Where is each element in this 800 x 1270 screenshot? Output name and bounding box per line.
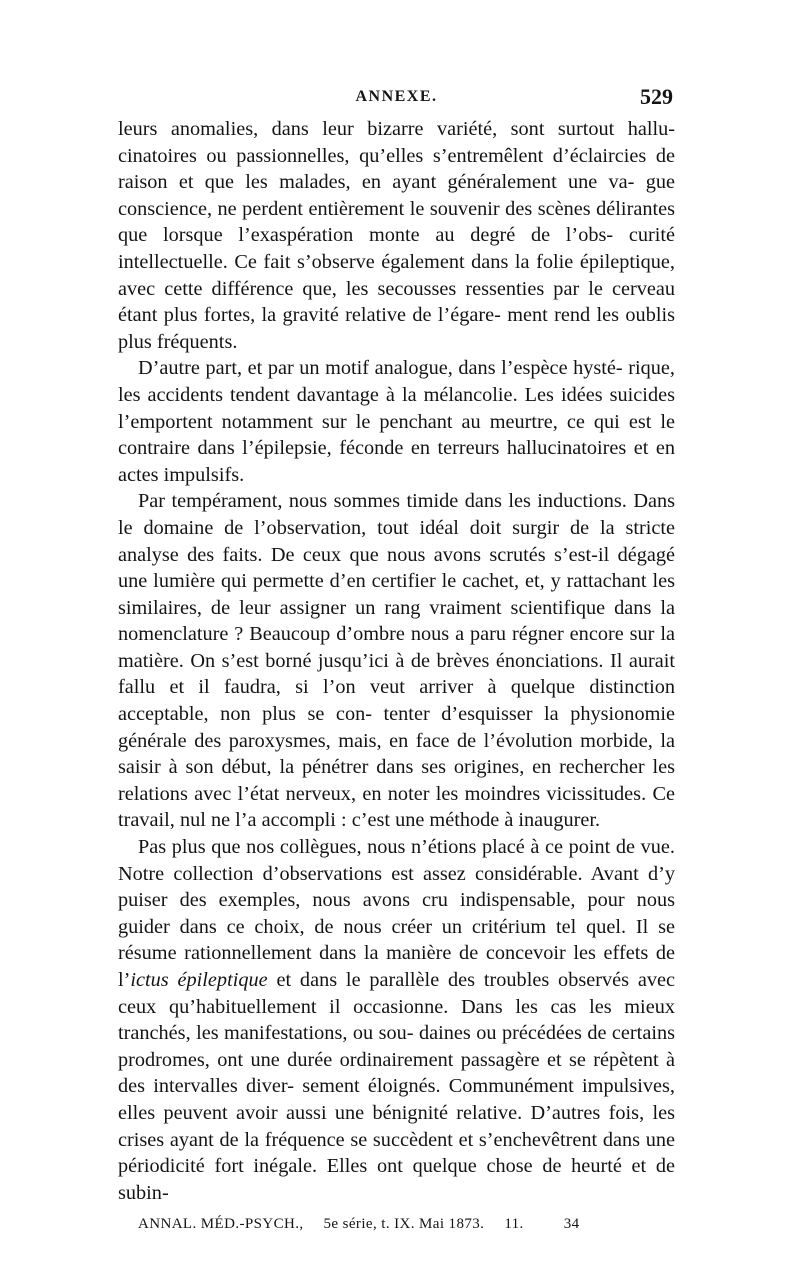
text-line: leurs anomalies, dans leur bizarre variété, sont surtout hallu- xyxy=(118,118,675,140)
text-line: l’état nerveux, en noter les moindres vicissitudes. Ce travail, xyxy=(118,782,675,832)
italic-term: ictus épileptique xyxy=(130,969,268,991)
text-line: tenter d’esquisser la physionomie générale des paroxysmes, xyxy=(118,703,675,752)
footer-signature: 11. xyxy=(504,1216,524,1233)
running-head-title: ANNEXE. xyxy=(355,88,438,105)
text-line: curité intellectuelle. Ce fait s’observe également dans la folie xyxy=(118,224,675,273)
text-line: ordinairement passagère et se répètent à des intervalles diver- xyxy=(118,1048,675,1098)
text-line: aussi une bénignité relative. D’autres fois, les crises ayant de la xyxy=(118,1101,675,1151)
body-text xyxy=(118,116,675,1206)
text-line: idées suicides l’emportent notamment sur le penchant au xyxy=(118,383,675,433)
text-line: épileptique, avec cette différence que, les secousses ressenties xyxy=(118,250,675,300)
text-line: fréquence se succèdent et s’enchevêtrent dans une périodicité xyxy=(118,1128,676,1178)
text-line: Pas plus que nos collègues, nous n’étions placé à ce point de xyxy=(138,836,636,859)
footer-sheet: 34 xyxy=(563,1216,580,1233)
text-line: stricte analyse des faits. De ceux que nous avons scrutés s’est-il xyxy=(118,516,675,566)
book-page xyxy=(118,84,675,1233)
text-line: concevoir les effets de l’ictus épileptique et dans le parallèle des xyxy=(118,942,675,991)
text-line: tel quel. Il se résume rationnellement dans la manière de xyxy=(118,915,675,965)
text-line: sement éloignés. Communément impulsives, elles peuvent avoir xyxy=(118,1075,676,1124)
text-line: paru régner encore sur la matière. On s’est borné jusqu’ici à xyxy=(118,623,675,672)
text-line: pour nous guider dans ce choix, de nous créer un critérium xyxy=(118,889,675,938)
footer-journal: ANNAL. MÉD.-PSYCH., xyxy=(138,1216,304,1233)
text-line: y rattachant les similaires, de leur assigner un rang vraiment xyxy=(118,570,675,619)
paragraph xyxy=(118,116,675,355)
text-line: rique, les accidents tendent davantage à la mélancolie. Les xyxy=(118,357,675,406)
text-line: meurtre, ce qui est le contraire dans l’épilepsie, féconde en xyxy=(118,410,675,460)
text-line: terreurs hallucinatoires et en actes impulsifs. xyxy=(118,437,675,486)
paragraph xyxy=(118,355,675,488)
text-line: ment rend les oublis plus fréquents. xyxy=(118,304,675,353)
paragraph xyxy=(118,488,675,834)
text-line: gue conscience, ne perdent entièrement le souvenir des scènes xyxy=(118,171,675,220)
text-line: cinatoires ou passionnelles, qu’elles s’entremêlent d’éclaircies xyxy=(118,144,647,167)
text-line: dégagé une lumière qui permette d’en certifier le cachet, et, xyxy=(118,543,675,593)
text-line: veut arriver à quelque distinction acceptable, non plus se con- xyxy=(118,676,676,726)
footer-series: 5e série, t. IX. Mai 1873. xyxy=(323,1216,485,1233)
text-line: scientifique dans la nomenclature ? Beaucoup d’ombre nous a xyxy=(118,596,675,646)
paragraph xyxy=(118,834,675,1206)
text-line: Avant d’y puiser des exemples, nous avons cru indispensable, xyxy=(118,862,675,912)
text-line: vue. Notre collection d’observations est assez considérable. xyxy=(118,836,675,885)
text-line: la pénétrer dans ses origines, en rechercher les relations avec xyxy=(118,756,676,805)
page-number: 529 xyxy=(640,84,673,109)
text-line: D’autre part, et par un motif analogue, dans l’espèce hysté- xyxy=(138,357,623,380)
text-line: de raison et que les malades, en ayant généralement une va- xyxy=(118,144,675,194)
page-footer xyxy=(118,1216,675,1233)
text-line: Par tempérament, nous sommes timide dans les inductions. xyxy=(138,490,627,513)
text-line: de brèves énonciations. Il aurait fallu et il faudra, si l’on xyxy=(118,649,675,699)
text-line: nul ne l’a accompli : c’est une méthode à inaugurer. xyxy=(179,809,601,832)
text-line: délirantes que lorsque l’exaspération monte au degré de l’obs- xyxy=(118,197,675,247)
text-line: mais, en face de l’évolution morbide, la saisir à son début, xyxy=(118,729,675,779)
text-line: Dans le domaine de l’observation, tout idéal doit surgir de la xyxy=(118,490,675,539)
text-line: daines ou précédées de certains prodromes, ont une durée xyxy=(118,1022,675,1071)
text-line: fort inégale. Elles ont quelque chose de heurté et de subin- xyxy=(118,1155,676,1204)
running-head xyxy=(118,84,675,116)
text-line: troubles observés avec ceux qu’habituellement il occasionne. xyxy=(118,969,675,1018)
text-line: Dans les cas les mieux tranchés, les manifestations, ou sou- xyxy=(118,995,675,1045)
text-line: par le cerveau étant plus fortes, la gravité relative de l’égare- xyxy=(118,277,676,327)
